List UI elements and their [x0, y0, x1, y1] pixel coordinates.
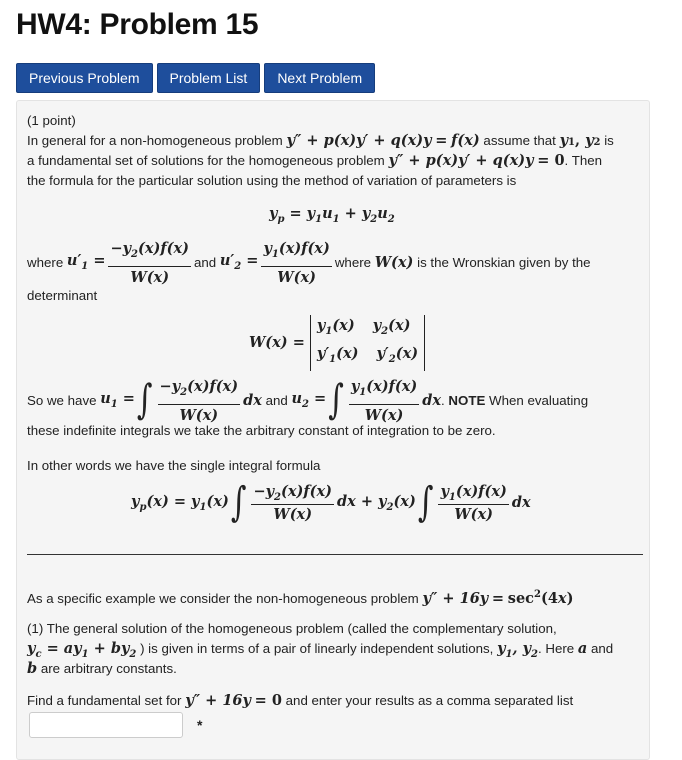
- other-words: In other words we have the single integral formula: [27, 458, 321, 473]
- section-divider: [27, 554, 643, 555]
- previous-problem-button[interactable]: Previous Problem: [16, 63, 153, 93]
- find-fundamental-set: Find a fundamental set for y″ + 16y = 0 and enter your results as a comma separated list: [27, 692, 574, 709]
- example-statement: As a specific example we consider the non-homogeneous problem $y'' + 16y = \sec^2(4x)$: [27, 589, 574, 607]
- part1-line-1: (1) The general solution of the homogeneous problem (called the complementary solution,: [27, 621, 557, 636]
- single-integral-formula: $y_p(x) = y_1(x)$ ∫ $\frac{-y_2(x)f(x)}{W(x)}$ dx + $y_2(x)$ ∫ $\frac{y_1(x)f(x)}{W(x)}$ dx: [131, 479, 531, 527]
- note-line-2: these indefinite integrals we take the arbitrary constant of integration to be zero.: [27, 423, 496, 438]
- intro-line-1: In general for a non-homogeneous problem y″ + p(x)y′ + q(x)y = f(x) assume that y1, y2 is: [27, 132, 614, 149]
- problem-nav: [16, 63, 375, 93]
- part1-line-3: b are arbitrary constants.: [27, 660, 177, 677]
- derivative-formulas: where $u'_1$ = $\frac{-y_2(x)f(x)}{W(x)}$ and $u'_2$ = $\frac{y_1(x)f(x)}{W(x)}$ where W(x) is the Wronskian given by the: [27, 240, 591, 286]
- problem-body: [16, 100, 650, 760]
- intro-line-2: a fundamental set of solutions for the homogeneous problem y″ + p(x)y′ + q(x)y = 0. Then: [27, 152, 603, 169]
- intro-line-3: the formula for the particular solution using the method of variation of parameters is: [27, 173, 517, 188]
- wronskian-determinant: W(x) = $y_1(x)$ $y_2(x)$ $y'_1(x)$ $y'_2(x)$: [249, 315, 425, 371]
- required-mark: *: [197, 717, 203, 733]
- points-label: (1 point): [27, 113, 76, 128]
- particular-solution-formula: $y_p = y_1u_1 + y_2u_2$: [269, 205, 395, 225]
- next-problem-button[interactable]: Next Problem: [264, 63, 375, 93]
- problem-list-button[interactable]: Problem List: [157, 63, 261, 93]
- answer-input[interactable]: [29, 712, 183, 738]
- part1-line-2: $y_c = ay_1 + by_2$ ) is given in terms of a pair of linearly independent solutions, $y_1$, $y_2$. Here a and: [27, 640, 614, 660]
- determinant-label: determinant: [27, 288, 98, 303]
- page-title: HW4: Problem 15: [16, 8, 259, 41]
- integral-formulas: So we have $u_1$ = ∫ $\frac{-y_2(x)f(x)}{W(x)}$ dx and $u_2$ = ∫ $\frac{y_1(x)f(x)}{W(x)}$ dx . NOTE When evaluating: [27, 377, 589, 425]
